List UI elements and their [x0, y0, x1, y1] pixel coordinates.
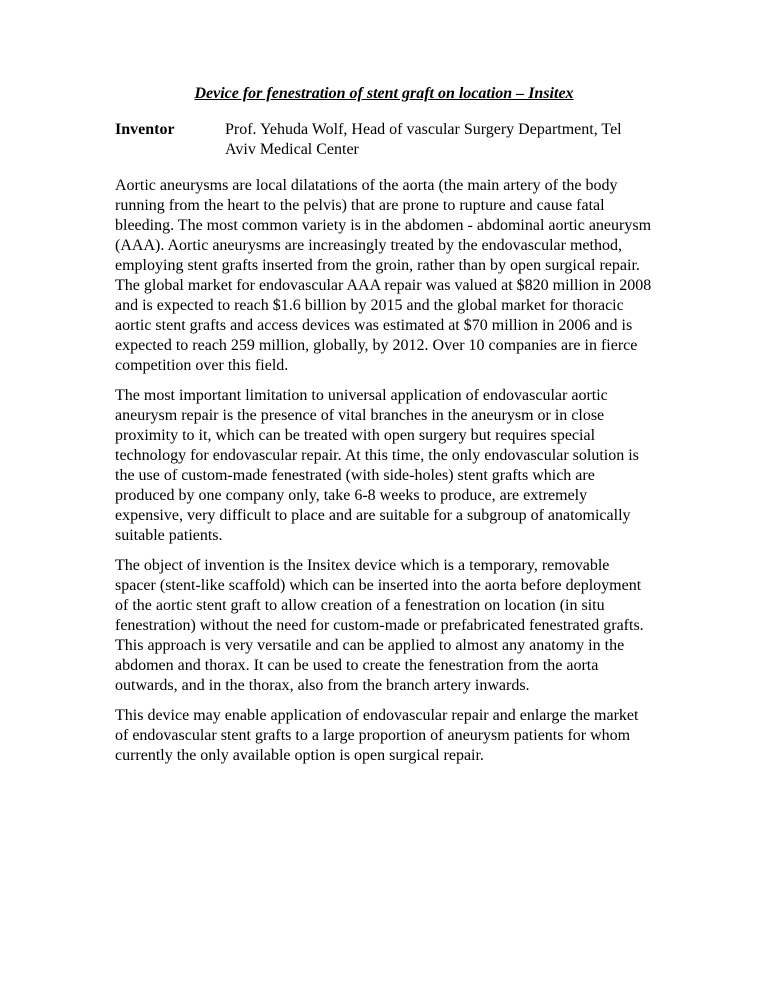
inventor-label: Inventor — [115, 121, 175, 138]
document-title: Device for fenestration of stent graft on location – Insitex — [194, 85, 574, 102]
paragraph-conclusion: This device may enable application of endovascular repair and enlarge the market of endovascular stent grafts to a large proportion of aneurysm patients for whom currently the only available option is open surgical repair. — [115, 707, 639, 764]
paragraph-invention: The object of invention is the Insitex device which is a temporary, removable spacer (stent-like scaffold) which can be inserted into the aorta before deployment of the aortic stent graft to allow creation of a fenestration on location (in situ fenestration) without the need for custom-made or prefabricated fenestrated grafts. This approach is very versatile and can be applied to almost any anatomy in the abdomen and thorax. It can be used to create the fenestration from the aorta outwards, and in the thorax, also from the branch artery inwards. — [115, 557, 644, 694]
paragraph-market: Aortic aneurysms are local dilatations of the aorta (the main artery of the body running from the heart to the pelvis) that are prone to rupture and cause fatal bleeding. The most common variety is in the abdomen - abdominal aortic aneurysm (AAA). Aortic aneurysms are increasingly treated by the endovascular method, employing stent grafts inserted from the groin, rather than by open surgical repair. The global market for endovascular AAA repair was valued at $820 million in 2008 and is expected to reach $1.6 billion by 2015 and the global market for thoracic aortic stent grafts and access devices was estimated at $70 million in 2006 and is expected to reach 259 million, globally, by 2012. Over 10 companies are in fierce competition over this field. — [115, 177, 652, 374]
inventor-value: Prof. Yehuda Wolf, Head of vascular Surgery Department, Tel Aviv Medical Center — [225, 121, 622, 158]
document-body — [115, 176, 653, 776]
paragraph-limitation: The most important limitation to universal application of endovascular aortic aneurysm repair is the presence of vital branches in the aneurysm or in close proximity to it, which can be treated with open surgery but requires special technology for endovascular repair. At this time, the only endovascular solution is the use of custom-made fenestrated (with side-holes) stent grafts which are produced by one company only, take 6-8 weeks to produce, are extremely expensive, very difficult to place and are suitable for a subgroup of anatomically suitable patients. — [115, 387, 639, 544]
inventor-row — [115, 120, 655, 160]
